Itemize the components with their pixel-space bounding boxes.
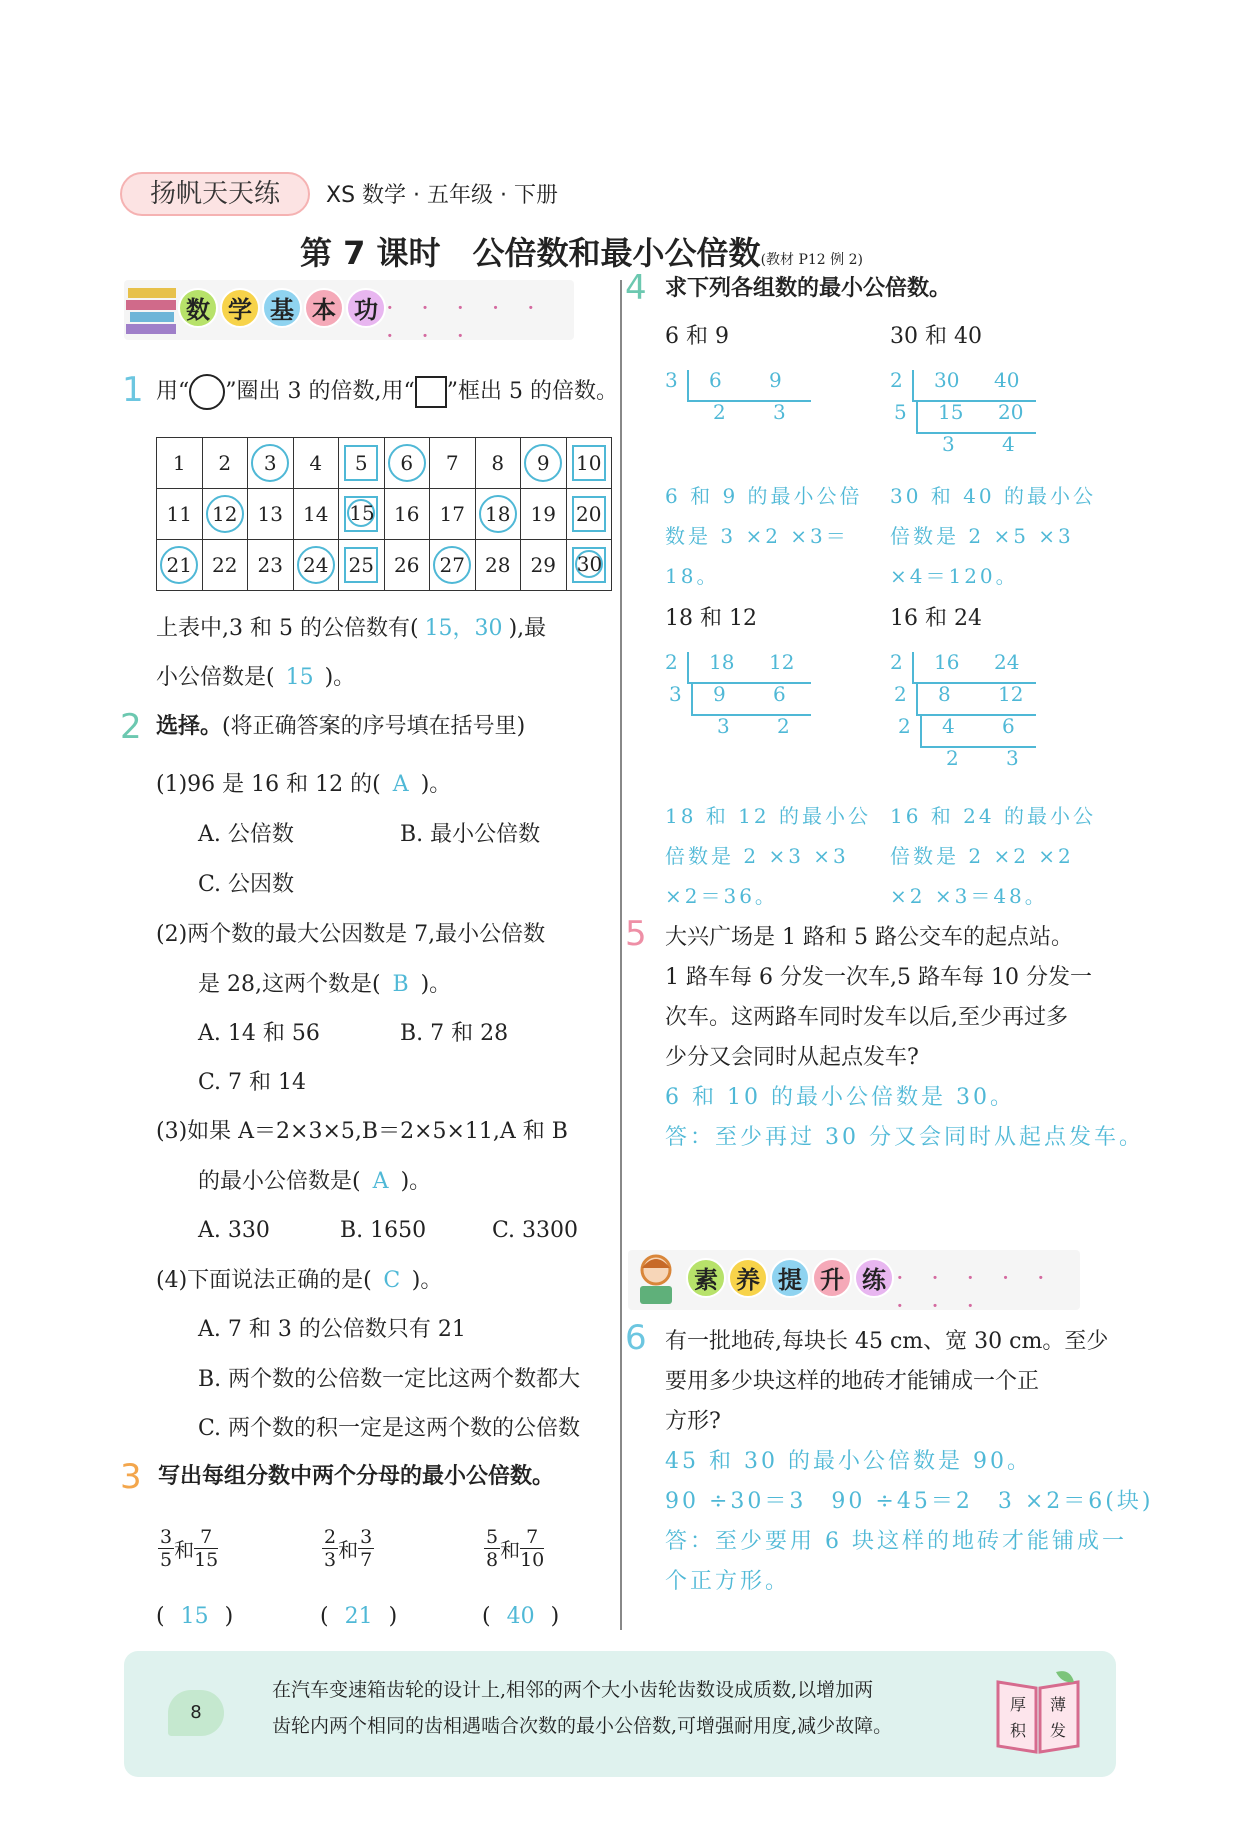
page-number: 8: [168, 1690, 224, 1736]
q1-line1-a: 上表中,3 和 5 的公倍数有(: [156, 616, 419, 641]
inner-circle: 15: [349, 501, 375, 525]
q2-4-option-b: B. 两个数的公倍数一定比这两个数都大: [198, 1367, 581, 1392]
circled-boxed-number: [572, 547, 606, 583]
circled-number: 24: [297, 546, 335, 584]
q3-group-2: [322, 1526, 374, 1571]
cell-number: 22: [212, 553, 238, 577]
division-value: 15: [938, 400, 964, 424]
q3-answer-value[interactable]: 40: [506, 1604, 535, 1629]
cell-number: 19: [530, 502, 556, 526]
books-icon: [124, 280, 180, 340]
fraction-1: [322, 1526, 338, 1571]
number-table: [156, 437, 612, 591]
numerator: 7: [520, 1526, 544, 1549]
division-bracket-horizontal: [691, 714, 811, 716]
advanced-char-5: 练: [854, 1258, 894, 1298]
table-cell[interactable]: [475, 489, 521, 540]
q2-4-text: (4)下面说法正确的是(: [156, 1268, 372, 1293]
q2-item-1: [156, 770, 451, 800]
q3-answer-1[interactable]: ( 15 ): [156, 1602, 233, 1632]
q2-3-option-c: C. 3300: [492, 1218, 579, 1243]
q6-answer-line-1[interactable]: 45 和 30 的最小公倍数是 90。: [665, 1449, 1032, 1474]
q4-group-label: 6 和 9: [665, 324, 729, 349]
cell-number: 4: [309, 451, 323, 475]
section-title-basic: [178, 288, 388, 328]
division-bracket-vertical: [691, 684, 693, 714]
q4-answer-line[interactable]: 倍数是 2 ×3 ×3: [665, 844, 849, 868]
table-cell[interactable]: [521, 540, 567, 591]
advanced-char-4: 升: [812, 1258, 852, 1298]
book-char-4: 发: [1050, 1721, 1067, 1740]
division-value: 2: [713, 400, 726, 424]
and-word: 和: [174, 1538, 195, 1562]
basic-char-3: 基: [262, 288, 302, 328]
q4-title: 求下列各组数的最小公倍数。: [665, 276, 952, 301]
circled-number: 6: [388, 444, 426, 482]
q3-answer-value[interactable]: 21: [344, 1604, 373, 1629]
division-value: 30: [934, 368, 960, 392]
denominator: 5: [160, 1549, 173, 1571]
table-cell[interactable]: [384, 438, 430, 489]
division-value: 20: [998, 400, 1024, 424]
division-value: 12: [769, 650, 795, 674]
q2-title-main: 选择。: [156, 714, 223, 739]
divisor: 3: [669, 682, 682, 706]
q5-line-3: 次车。这两路车同时发车以后,至少再过多: [665, 1005, 1068, 1030]
q5-line-2: 1 路车每 6 分发一次车,5 路车每 10 分发一: [665, 965, 1092, 990]
q2-4-option-a: A. 7 和 3 的公倍数只有 21: [198, 1317, 466, 1342]
division-bracket-vertical: [687, 370, 689, 400]
circled-boxed-number: [344, 496, 378, 532]
cell-number: 29: [530, 553, 556, 577]
division-value: 3: [717, 714, 730, 738]
q6-answer-line-3[interactable]: 答：至少要用 6 块这样的地砖才能铺成一: [665, 1529, 1127, 1554]
q4-answer-line[interactable]: 倍数是 2 ×2 ×2: [890, 844, 1074, 868]
basic-char-4: 本: [304, 288, 344, 328]
book-char-1: 厚: [1010, 1695, 1027, 1714]
q2-item-4: [156, 1266, 442, 1296]
division-bracket-vertical: [912, 652, 914, 682]
question-number-1: 1: [122, 370, 144, 410]
table-cell[interactable]: [157, 489, 203, 540]
open-book-icon: [990, 1668, 1086, 1758]
table-cell[interactable]: [157, 540, 203, 591]
q4-answer-line[interactable]: ×4＝120。: [890, 564, 1019, 588]
table-cell[interactable]: [248, 540, 294, 591]
table-cell[interactable]: [430, 489, 476, 540]
table-cell[interactable]: [202, 489, 248, 540]
circled-number: 12: [206, 495, 244, 533]
q2-1-option-c: C. 公因数: [198, 872, 295, 897]
denominator: 15: [194, 1549, 219, 1571]
division-value: 9: [769, 368, 782, 392]
table-cell[interactable]: [248, 438, 294, 489]
table-cell[interactable]: [384, 540, 430, 591]
brand-badge: 扬帆天天练: [120, 172, 310, 216]
division-value: 18: [709, 650, 735, 674]
q6-text: [665, 1322, 1153, 1602]
q2-3-option-a: A. 330: [198, 1218, 270, 1243]
division-value: 6: [773, 682, 786, 706]
q5-answer-line-1[interactable]: 6 和 10 的最小公倍数是 30。: [665, 1085, 1015, 1110]
q2-2-option-a: A. 14 和 56: [198, 1021, 320, 1046]
section-banner-basic: [124, 280, 574, 350]
q2-3-text: 的最小公倍数是(: [198, 1169, 361, 1194]
table-cell[interactable]: [521, 438, 567, 489]
q6-line-3: 方形?: [665, 1409, 721, 1434]
q1-line2-a: 小公倍数是(: [156, 665, 275, 690]
divisor: 3: [665, 368, 678, 392]
table-cell[interactable]: [157, 438, 203, 489]
table-cell[interactable]: [384, 489, 430, 540]
q4-answer-line[interactable]: 18 和 12 的最小公: [665, 804, 871, 828]
q3-answer-value[interactable]: 15: [180, 1604, 209, 1629]
fraction-2: [194, 1526, 218, 1571]
table-cell[interactable]: [339, 540, 385, 591]
q4-answer-line[interactable]: ×2 ×3＝48。: [890, 884, 1048, 908]
q2-4-answer[interactable]: C: [383, 1268, 401, 1293]
circled-number: 18: [479, 495, 517, 533]
q5-line-1: 大兴广场是 1 路和 5 路公交车的起点站。: [665, 925, 1073, 950]
division-bracket-horizontal: [916, 432, 1036, 434]
q2-2-option-c: C. 7 和 14: [198, 1070, 307, 1095]
division-value: 12: [998, 682, 1024, 706]
numerator: 3: [360, 1526, 373, 1548]
q3-answer-2[interactable]: ( 21 ): [320, 1602, 397, 1632]
boxed-number: 20: [572, 496, 606, 532]
q1-answer-common[interactable]: 15，30: [424, 616, 503, 641]
q2-2-answer[interactable]: B: [392, 972, 409, 997]
q4-answer-line[interactable]: 6 和 9 的最小公倍: [665, 484, 863, 508]
cell-number: 28: [485, 553, 511, 577]
section-title-advanced: [686, 1258, 896, 1298]
q2-1-answer[interactable]: A: [392, 772, 409, 797]
divisor: 2: [890, 368, 903, 392]
table-cell[interactable]: [430, 438, 476, 489]
q4-answer-line[interactable]: 16 和 24 的最小公: [890, 804, 1096, 828]
q2-4-end: )。: [411, 1268, 443, 1293]
division-value: 3: [773, 400, 786, 424]
division-value: 4: [942, 714, 955, 738]
divisor: 2: [665, 650, 678, 674]
q2-2-end: )。: [420, 972, 452, 997]
q6-line-2: 要用多少块这样的地砖才能铺成一个正: [665, 1369, 1040, 1394]
division-value: 8: [938, 682, 951, 706]
table-cell[interactable]: [293, 489, 339, 540]
table-row: [157, 438, 612, 489]
cell-number: 13: [257, 502, 283, 526]
circled-number: 9: [524, 444, 562, 482]
table-cell[interactable]: [293, 438, 339, 489]
division-bracket-horizontal: [916, 714, 1036, 716]
q2-1-text: (1)96 是 16 和 12 的(: [156, 772, 381, 797]
book-char-2: 薄: [1050, 1695, 1067, 1714]
q6-line-1: 有一批地砖,每块长 45 cm、宽 30 cm。至少: [665, 1329, 1109, 1354]
table-cell[interactable]: [248, 489, 294, 540]
cell-number: 26: [394, 553, 420, 577]
table-cell[interactable]: [202, 438, 248, 489]
advanced-char-3: 提: [770, 1258, 810, 1298]
q2-4-option-c: C. 两个数的积一定是这两个数的公倍数: [198, 1416, 581, 1441]
boxed-number: 25: [344, 547, 378, 583]
question-number-5: 5: [625, 914, 647, 954]
q6-answer-line-4[interactable]: 个正方形。: [665, 1569, 791, 1594]
fraction-2: [520, 1526, 544, 1571]
q4-answer-line[interactable]: ×2＝36。: [665, 884, 778, 908]
division-bracket-horizontal: [687, 682, 811, 684]
q2-3-answer[interactable]: A: [372, 1169, 389, 1194]
numerator: 3: [160, 1526, 173, 1548]
question-number-4: 4: [625, 268, 647, 308]
fraction-1: [484, 1526, 500, 1571]
table-cell[interactable]: [521, 489, 567, 540]
q2-1-end: )。: [420, 772, 452, 797]
book-char-3: 积: [1010, 1721, 1027, 1740]
tip-line-2: 齿轮内两个相同的齿相遇啮合次数的最小公倍数,可增强耐用度,减少故障。: [272, 1715, 893, 1737]
q2-1-option-b: B. 最小公倍数: [400, 822, 541, 847]
division-value: 24: [994, 650, 1020, 674]
cell-number: 11: [166, 502, 192, 526]
q4-group-label: 30 和 40: [890, 324, 982, 349]
q6-answer-line-2[interactable]: 90 ÷30＝3 90 ÷45＝2 3 ×2＝6(块): [665, 1489, 1154, 1514]
division-bracket-vertical: [912, 370, 914, 400]
circle-symbol-icon: [189, 374, 225, 410]
square-symbol-icon: [415, 376, 447, 408]
q4-answer-line[interactable]: 18。: [665, 564, 720, 588]
table-row: [157, 540, 612, 591]
cell-number: 1: [172, 451, 186, 475]
numerator: 2: [324, 1526, 337, 1548]
q4-group-label: 18 和 12: [665, 606, 757, 631]
divisor: 5: [894, 400, 907, 424]
advanced-char-2: 养: [728, 1258, 768, 1298]
question-number-6: 6: [625, 1318, 647, 1358]
table-row: [157, 489, 612, 540]
basic-char-1: 数: [178, 288, 218, 328]
division-bracket-vertical: [687, 652, 689, 682]
circled-number: 3: [251, 444, 289, 482]
cell-number: 8: [491, 451, 505, 475]
denominator: 3: [324, 1549, 337, 1571]
book-subtitle: XS 数学 · 五年级 · 下册: [326, 183, 558, 208]
cell-number: 16: [394, 502, 420, 526]
cell-number: 14: [303, 502, 329, 526]
q1-line1: [156, 614, 546, 644]
q1-text-a: 用“: [156, 379, 190, 404]
divisor: 2: [898, 714, 911, 738]
circled-number: 21: [160, 546, 198, 584]
basic-char-5: 功: [346, 288, 386, 328]
q5-answer-line-2[interactable]: 答：至少再过 30 分又会同时从起点发车。: [665, 1125, 1144, 1150]
and-word: 和: [500, 1538, 521, 1562]
division-value: 6: [709, 368, 722, 392]
division-bracket-vertical: [916, 684, 918, 714]
division-value: 3: [942, 432, 955, 456]
boxed-number: 10: [572, 445, 606, 481]
fraction-1: [158, 1526, 174, 1571]
division-value: 4: [1002, 432, 1015, 456]
q3-group-1: [158, 1526, 218, 1571]
fraction-2: [358, 1526, 374, 1571]
q1-line2-b: )。: [324, 665, 356, 690]
q1-text-b: ”圈出 3 的倍数,用“: [225, 379, 415, 404]
q1-line2: [156, 663, 355, 693]
divisor: 2: [890, 650, 903, 674]
tip-text: [272, 1672, 992, 1744]
banner-dots-advanced: · · · · · · · ·: [896, 1264, 1055, 1320]
table-cell[interactable]: [566, 540, 612, 591]
table-cell[interactable]: [475, 540, 521, 591]
numerator: 5: [486, 1526, 499, 1548]
division-bracket-vertical: [920, 716, 922, 746]
book-icon: [990, 1668, 1086, 1758]
table-cell[interactable]: [339, 489, 385, 540]
title-reference: (教材 P12 例 2): [760, 252, 863, 268]
division-value: 6: [1002, 714, 1015, 738]
q1-prompt: [156, 374, 618, 410]
question-number-3: 3: [120, 1457, 142, 1497]
cell-number: 17: [439, 502, 465, 526]
q2-3-end: )。: [400, 1169, 432, 1194]
division-bracket-horizontal: [687, 400, 811, 402]
division-value: 40: [994, 368, 1020, 392]
lesson-title: 第 7 课时 公倍数和最小公倍数: [300, 234, 761, 272]
table-cell[interactable]: [293, 540, 339, 591]
q5-line-4: 少分又会同时从起点发车?: [665, 1045, 919, 1070]
q2-title: [156, 712, 525, 742]
q3-group-3: [484, 1526, 544, 1571]
division-value: 3: [1006, 746, 1019, 770]
q2-2-text: 是 28,这两个数是(: [198, 972, 381, 997]
table-cell[interactable]: [430, 540, 476, 591]
q3-title: 写出每组分数中两个分母的最小公倍数。: [158, 1464, 555, 1489]
table-cell[interactable]: [566, 489, 612, 540]
q4-group-label: 16 和 24: [890, 606, 982, 631]
division-value: 9: [713, 682, 726, 706]
table-cell[interactable]: [202, 540, 248, 591]
division-bracket-vertical: [916, 402, 918, 432]
q4-answer-line[interactable]: 30 和 40 的最小公: [890, 484, 1096, 508]
q5-text: [665, 918, 1144, 1158]
q1-answer-lcm[interactable]: 15: [285, 665, 314, 690]
q4-answer-line[interactable]: 倍数是 2 ×5 ×3: [890, 524, 1074, 548]
division-value: 2: [777, 714, 790, 738]
page-title: [300, 228, 863, 274]
column-divider: [620, 280, 622, 1630]
q1-line1-b: ),最: [508, 616, 547, 641]
q2-3-option-b: B. 1650: [340, 1218, 427, 1243]
q2-item-2-cont: [198, 970, 451, 1000]
division-value: 2: [946, 746, 959, 770]
q2-title-note: (将正确答案的序号填在括号里): [222, 714, 526, 739]
table-cell[interactable]: [339, 438, 385, 489]
q2-item-2: (2)两个数的最大公因数是 7,最小公倍数: [156, 922, 546, 947]
denominator: 8: [486, 1549, 499, 1571]
student-reading-icon: [630, 1250, 686, 1310]
table-cell[interactable]: [566, 438, 612, 489]
advanced-char-1: 素: [686, 1258, 726, 1298]
q4-answer-line[interactable]: 数是 3 ×2 ×3＝: [665, 524, 849, 548]
cell-number: 23: [257, 553, 283, 577]
circled-number: 27: [433, 546, 471, 584]
q1-text-c: ”框出 5 的倍数。: [446, 379, 618, 404]
section-banner-advanced: [628, 1250, 1080, 1320]
banner-dots: · · · · · · · ·: [386, 294, 545, 350]
table-cell[interactable]: [475, 438, 521, 489]
denominator: 7: [360, 1549, 373, 1571]
basic-char-2: 学: [220, 288, 260, 328]
divisor: 2: [894, 682, 907, 706]
cell-number: 2: [218, 451, 232, 475]
q3-answer-3[interactable]: ( 40 ): [482, 1602, 559, 1632]
and-word: 和: [338, 1538, 359, 1562]
cell-number: 7: [445, 451, 459, 475]
inner-circle: 30: [576, 552, 603, 576]
q2-1-option-a: A. 公倍数: [198, 822, 294, 847]
q2-2-option-b: B. 7 和 28: [400, 1021, 509, 1046]
q2-item-3-cont: [198, 1167, 431, 1197]
division-value: 16: [934, 650, 960, 674]
boxed-number: 5: [344, 445, 378, 481]
q2-item-3: (3)如果 A＝2×3×5,B＝2×5×11,A 和 B: [156, 1119, 568, 1144]
question-number-2: 2: [120, 707, 142, 747]
tip-line-1: 在汽车变速箱齿轮的设计上,相邻的两个大小齿轮齿数设成质数,以增加两: [272, 1679, 874, 1701]
numerator: 7: [194, 1526, 218, 1549]
denominator: 10: [520, 1549, 545, 1571]
